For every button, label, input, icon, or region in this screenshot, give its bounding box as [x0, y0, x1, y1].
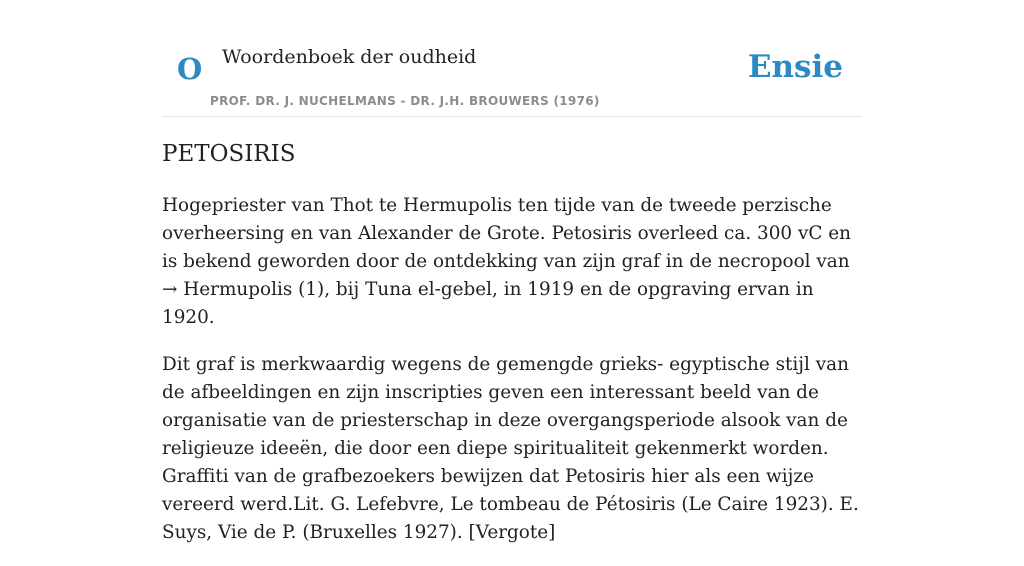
entry-paragraph: Dit graf is merkwaardig wegens de gemengde grieks- egyptische stijl van de afbeeldingen en zijn inscripties geven een interessant beeld van de organisatie van de priesterschap in deze overgangsperiode alsook van de religieuze ideeën, die door een diepe spiritualiteit gekenmerkt worden. Graffiti van de grafbezoekers bewijzen dat Petosiris hier als een wijze vereerd werd.Lit. G. Lefebvre, Le tombeau de Pétosiris (Le Caire 1923). E. Suys, Vie de P. (Bruxelles 1927). [Vergote] — [162, 354, 859, 543]
site-logo[interactable]: Ensie — [747, 49, 843, 85]
book-title-link[interactable]: Woordenboek der oudheid — [222, 46, 477, 68]
entry-body — [162, 192, 862, 566]
entry-title: PETOSIRIS — [162, 141, 296, 167]
book-authors: PROF. DR. J. NUCHELMANS - DR. J.H. BROUWERS (1976) — [210, 94, 600, 108]
letter-index-link[interactable]: O — [177, 52, 203, 86]
page-container — [162, 0, 862, 543]
entry-paragraph: Hogepriester van Thot te Hermupolis ten tijde van de tweede perzische overheersing en van Alexander de Grote. Petosiris overleed ca. 300 vC en is bekend geworden door de ontdekking van zijn graf in de necropool van → Hermupolis (1), bij Tuna el-gebel, in 1919 en de opgraving ervan in 1920. — [162, 195, 851, 328]
page-header — [162, 0, 862, 117]
